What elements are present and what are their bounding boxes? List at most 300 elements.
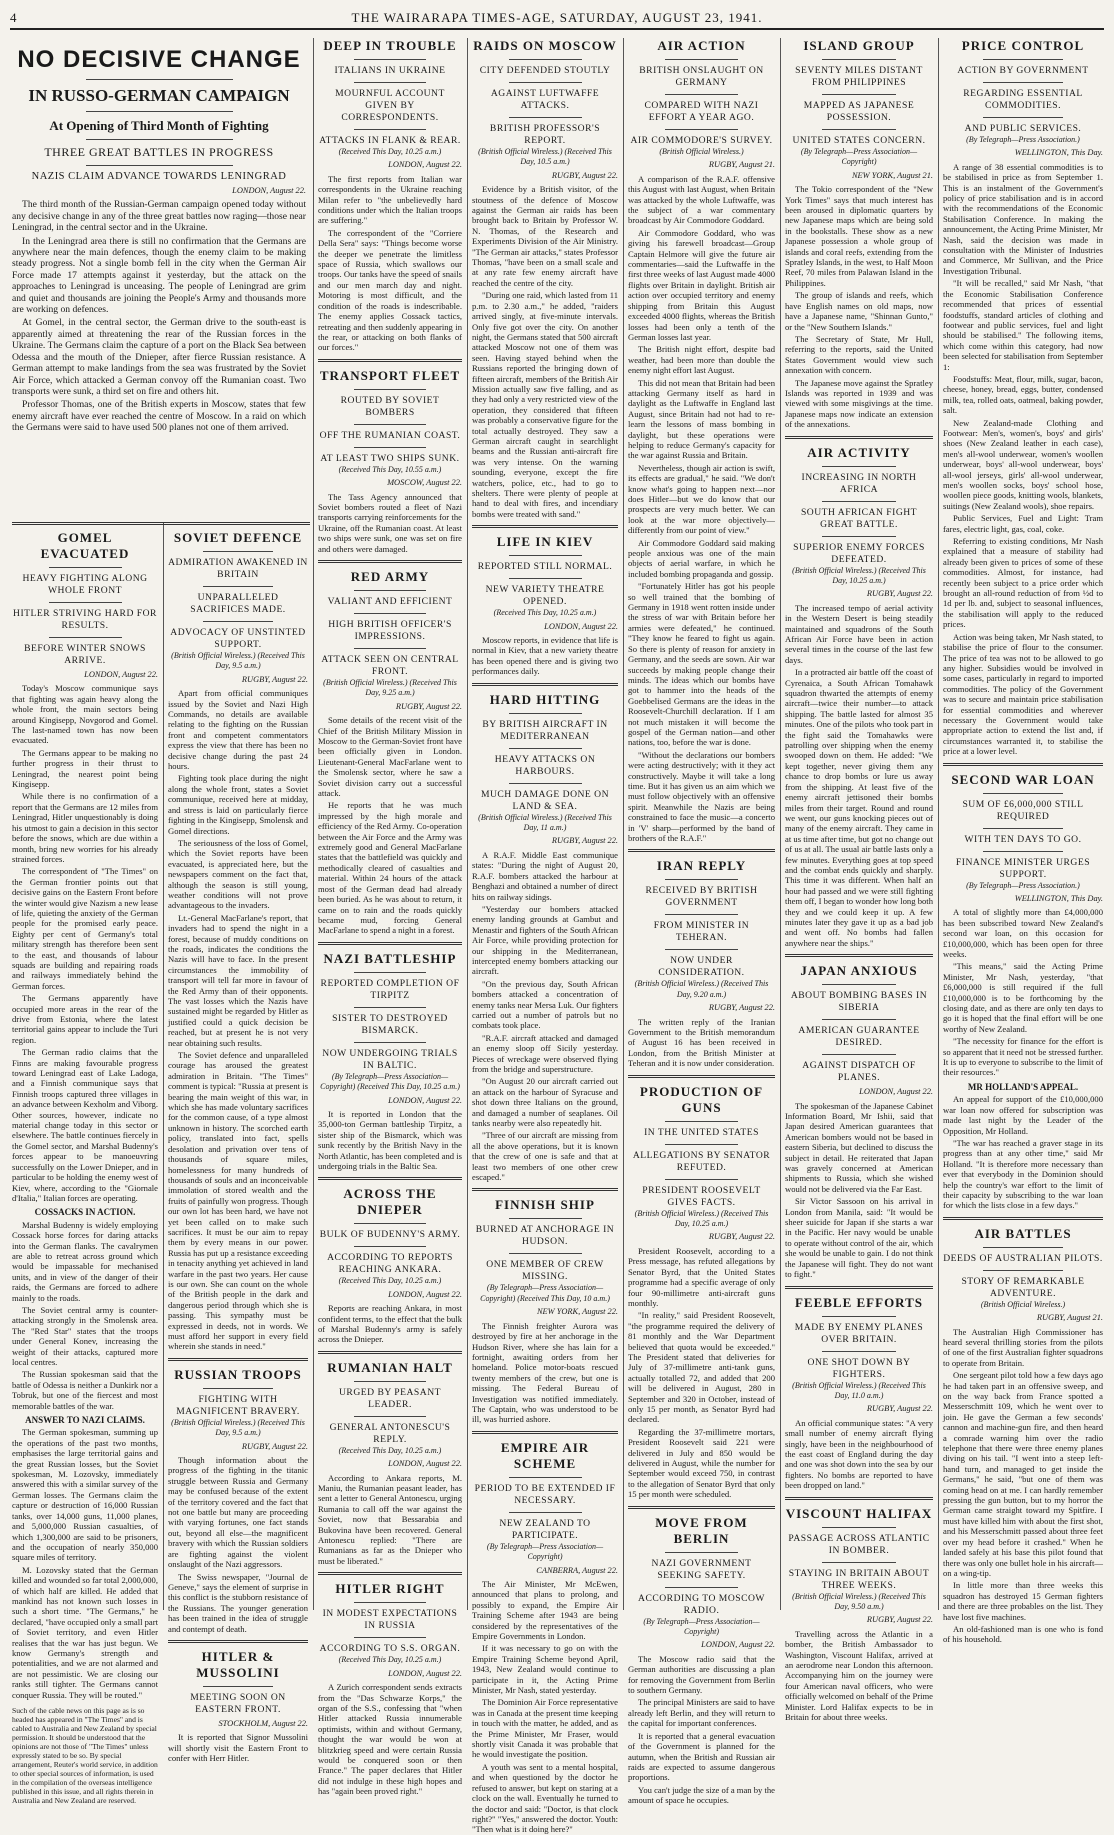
article-paragraph: The Swiss newspaper, "Journal de Geneve," says the element of surprise in this conflict is the stubborn resistance of the Russians. The younger generation has been trained in the idea of struggle and contempt of death. (168, 1571, 308, 1634)
divider (822, 1562, 896, 1563)
article-paragraph: The Russian spokesman said that the battle of Odessa is neither a Dunkirk nor a Tobruk, but one of the fiercest and most memorable battles of the war. (12, 1369, 158, 1411)
article-deck: IN THE UNITED STATES (644, 1126, 759, 1138)
divider (665, 59, 739, 60)
divider (983, 851, 1063, 852)
divider (354, 1381, 426, 1382)
column-rule (623, 38, 624, 1610)
article-paragraph: While there is no confirmation of a report that the Germans are 12 miles from Leningrad, Hitler unquestionably is doing his utmost to gain a decision in this sector before the snows, which are due within a month, bring new worries for his already strained forces. (12, 791, 158, 864)
article-paragraph: Action was being taken, Mr Nash stated, to stabilise the price of flour to the consumer. The price of tea was not to be allowed to go any higher. Subsidies would be involved in some cases, particularly in regard to imported commodities. The policy of the Government was to secure and maintain price stabilisation for essential commodities and wherever necessary the Government would take appropriate action to extend the list and, if circumstances warranted it, to stabilise the price at a lower level. (943, 631, 1103, 757)
article-paragraph: A youth was sent to a mental hospital, and when questioned by the doctor he refused to answer, but kept on staring at a clock on the wall. Eventually he turned to the doctor and said: "Doctor, is that clock right?" "Yes," answered the doctor. Youth: "Then what is it doing here?" (472, 1761, 618, 1835)
divider (785, 436, 933, 439)
divider (822, 1316, 896, 1317)
article-paragraph: You can't judge the size of a man by the amount of space he occupies. (628, 1784, 775, 1806)
divider (354, 1246, 426, 1247)
article-dateline: STOCKHOLM, August 22. (218, 1718, 308, 1728)
article-paragraph: He reports that he was much impressed by the high morale and efficiency of the Red Army. Co-operation between the Air Force and the Army was extremely good and General MacFarlane states that the battlefield was quickly and methodically cleared of casualties and material. Within 24 hours of the attack most of the German dead had already been buried. As he was about to return, it came on to rain and the roads quickly became mud, forcing General MacFarlane to spend a night in a forest. (318, 800, 462, 936)
article-headline: AIR ACTION (657, 38, 746, 53)
article-deck: GENERAL ANTONESCU'S REPLY. (329, 1421, 451, 1445)
divider (628, 1075, 775, 1078)
received-line: (British Official Wireless.) (980, 1299, 1066, 1309)
article-dateline: WELLINGTON, This Day. (1014, 148, 1103, 158)
article-deck: SISTER TO DESTROYED BISMARCK. (332, 1012, 448, 1036)
article-headline: RAIDS ON MOSCOW (473, 38, 617, 53)
article-dateline: RUGBY, August 22. (708, 1003, 775, 1013)
divider (354, 590, 426, 591)
article-dateline: NEW YORK, August 21. (851, 170, 933, 180)
article-paragraph: The increased tempo of aerial activity in the Western Desert is being steadily maintained and squadrons of the South African Air Force have been in action several times in the course of the last few days. (785, 602, 933, 665)
article-paragraph: A range of 38 essential commodities is to be stabilised in price as from September 1. This is an instalment of the Government's policy of price stabilisation and is in accord with the recommendations of the Economic Stabilisation Conference. In making the announcement, the Acting Prime Minister, Mr Nash, said the decision was made in consultation with the Minister of Industries and Commerce, Mr Sullivan, and the Price Investigation Tribunal. (943, 161, 1103, 276)
article-paragraph: "The war has reached a graver stage in its progress than at any other time," said Mr Holland. "It is therefore more necessary than ever that everybody in the Dominion should help the country's war effort to the limit of their capacity by subscribing to the war loan for which the lists close in a few days." (943, 1137, 1103, 1211)
divider (49, 637, 122, 638)
divider (822, 1527, 896, 1528)
divider (509, 783, 582, 784)
divider (665, 1179, 739, 1180)
article-headline: PRICE CONTROL (961, 38, 1085, 53)
article-paragraph: The Germans apparently have occupied more areas in the rear of the drive from Estonia, where the latest territorial gains appear to include the Turi region. (12, 993, 158, 1045)
article-headline: ACROSS THE DNIEPER (343, 1186, 437, 1218)
article-deck: ACCORDING TO MOSCOW RADIO. (638, 1592, 765, 1616)
article-paragraph: The Germans appear to be making no further progress in their thrust to Leningrad, the nearest point being Kingisepp. (12, 747, 158, 790)
article-headline: GOMEL EVACUATED (40, 530, 130, 561)
article-dateline: CANBERRA, August 22. (536, 1565, 618, 1575)
article-paragraph: The Dominion Air Force representative was in Canada at the present time keeping in touch with the matter, he added, and as the Prime Minister, Mr Fraser, would shortly visit Canada it was probable that he would investigate the position. (472, 1697, 618, 1760)
article-subheading: ANSWER TO NAZI CLAIMS. (25, 1415, 145, 1426)
divider (509, 117, 582, 118)
article-deck: WITH TEN DAYS TO GO. (964, 833, 1082, 845)
article-paragraph: The Australian High Commissioner has heard several thrilling stories from the pilots of one of the first Australian fighter squadrons to operate from Britain. (943, 1326, 1103, 1368)
divider (86, 79, 233, 80)
article-paragraph: The group of islands and reefs, which have English names on old maps, now have a Japanese name, "Shinnan Gunto," or the "New Southern Islands." (785, 290, 933, 332)
article-deck: BRITISH ONSLAUGHT ON GERMANY (639, 65, 764, 88)
divider (318, 359, 462, 362)
article-deck: UNITED STATES CONCERN. (792, 135, 926, 146)
article-deck: URGED BY PEASANT LEADER. (339, 1386, 441, 1410)
article-paragraph: The Soviet central army is counter-attacking strongly in the Smolensk area. The "Red Star" states that the troops under General Konev, increasing the weight of their attacks, captured more local centres. (12, 1304, 158, 1367)
article-dateline: LONDON, August 22. (859, 1087, 933, 1097)
lead-paragraph: At Gomel, in the central sector, the German drive to the south-east is apparently aimed at threatening the rear of the Russian forces in the Ukraine. The Germans claim the capture of a port on the Black Sea between Odessa and the mouth of the Dnieper, after fierce Russian resistance. A German attempt to make landings from the sea was frustrated by the Soviet Air Force, which attacked a German convoy off the Rumanian coast. Two transports were sunk, a third set on fire and others hit. (12, 317, 306, 397)
article-headline: JAPAN ANXIOUS (800, 963, 918, 979)
article-paragraph: An appeal for support of the £10,000,000 war loan now offered for subscription was made last night by the Leader of the Opposition, Mr Holland. (943, 1094, 1103, 1136)
article-deck: BEFORE WINTER SNOWS ARRIVE. (24, 643, 146, 666)
article-headline: HITLER & MUSSOLINI (196, 1648, 280, 1680)
received-line: (British Official Wireless.) (Received This Day, 10.25 a.m.) (634, 1208, 769, 1229)
column-5 (628, 38, 775, 1806)
article-dateline: RUGBY, August 22. (241, 1441, 308, 1451)
article-deck: AGAINST LUFTWAFFE ATTACKS. (490, 88, 600, 111)
column-6 (785, 38, 933, 1723)
divider (509, 1253, 582, 1254)
received-line: (Received This Day, 10.55 a.m.) (338, 464, 442, 474)
article-deck: PRESIDENT ROOSEVELT GIVES FACTS. (642, 1184, 761, 1208)
article-headline: AIR BATTLES (974, 1225, 1072, 1241)
article-headline: PRODUCTION OF GUNS (639, 1083, 764, 1115)
article-deck: ROUTED BY SOVIET BOMBERS (340, 394, 440, 418)
article-deck: SEVENTY MILES DISTANT FROM PHILIPPINES (795, 65, 923, 88)
article-paragraph: New Zealand-made Clothing and Footwear: Men's, women's, boys' and girls' shoes (New Zealand leather in each case), men's all-wool underwear, women's woollen underwear, boys' all-wool underwear, boys' all-wool jerseys, girls' all-wool underwear, men's woollen socks, boys' school hose, woollen piece goods, knitting wools, blankets, suitings (New Zealand wools), shoe repairs. (943, 417, 1103, 511)
article-paragraph: In a protracted air battle off the coast of Cyrenaica, a South African Tomahawk squadron thwarted the attempts of enemy aircraft—twice their number—to attack shipping. The battle lasted for almost 35 minutes. One of the pilots who took part in the fight said the Tomahawks were patrolling over shipping when the enemy swooped down on them. He added: "We kept together, never giving them any chance to drop bombs or lure us away from the shipping. At least five of the enemy aircraft jettisoned their bombs miles from their target. Round and round we went, our guns knocking pieces out of many of the enemy aircraft. They came in at us time after time, but got no change out of us at all. The usual air battle lasts only a few minutes. Everything goes at top speed and the combat ends quickly and sharply. This time it was different. When half an hour had passed and we were still fighting them off, I began to wonder how long both they and we could keep it up. A few minutes later they gave it up as a bad job and went off. No bombs had fallen anywhere near the ships." (785, 667, 933, 948)
masthead (10, 6, 1104, 30)
article-deck: BULK OF BUDENNY'S ARMY. (319, 1229, 461, 1241)
article-headline: TRANSPORT FLEET (319, 367, 461, 383)
divider (318, 1177, 462, 1180)
lead-subhead-2: At Opening of Third Month of Fighting (49, 118, 269, 133)
received-line: (By Telegraph—Press Association.) (966, 135, 1080, 144)
divider (628, 849, 775, 852)
article-paragraph: Nevertheless, though air action is swift, its effects are gradual," he said. "We don't know what's going to happen next—nor does Hitler—but we do know that our prospects are very much better. We can look at the war more objectively—differently from our point of view." (628, 462, 775, 536)
article-deck: ADVOCACY OF UNSTINTED SUPPORT. (170, 627, 306, 650)
divider (822, 466, 896, 467)
received-line: (British Official Wireless.) (Received This Day, 11.0 a.m.) (792, 1380, 926, 1400)
received-line: (British Official Wireless.) (Received This Day, 11 a.m.) (478, 812, 612, 833)
divider (354, 972, 426, 973)
divider (354, 447, 426, 448)
article-dateline: RUGBY, August 22. (866, 1404, 933, 1414)
lead-paragraph: Professor Thomas, one of the British experts in Moscow, states that few enemy aircraft have ever reached the centre of Moscow. In a raid on which the Germans were said to have used 500 planes not one of them arrived. (12, 399, 306, 434)
divider (203, 1388, 273, 1389)
article-deck: VALIANT AND EFFICIENT (327, 595, 453, 607)
article-paragraph: Air Commodore Goddard, who was giving his farewell broadcast—Group Captain Helmore will give the future air commentaries—said the Luftwaffe in the first three weeks of last August made 4000 flights over Britain in daylight. British air action over occupied territory and enemy shipping from Britain this August exceeded 4000 flights, whereas the British losses had been only a tenth of the German losses last year. (628, 227, 775, 342)
divider (983, 828, 1063, 829)
article-paragraph: "On August 20 our aircraft carried out an attack on the harbour of Syracuse and shot down three Italians on the ground, and damaged a number of seaplanes. Oil tanks nearby were also repeatedly hit. (472, 1076, 618, 1129)
divider (822, 501, 896, 502)
article-deck: BRITISH PROFESSOR'S REPORT. (489, 123, 601, 146)
article-paragraph: The correspondent of the "Corriere Della Sera" says: "Things become worse the deeper we penetrate the limitless space of Russia, which swallows our troops. Our tanks have the speed of snails and our men march day and night. Motoring is most difficult, and the condition of the roads is indescribable. The enemy applies Cossack tactics, retreating and then suddenly appearing in the rear, or attacking on both flanks of our forces." (318, 227, 462, 353)
article-dateline: RUGBY, August 22. (551, 836, 618, 846)
article-deck: ADMIRATION AWAKENED IN BRITAIN (168, 557, 308, 580)
article-paragraph: Apart from official communiques issued by the Soviet and Nazi High Commands, no details are available relating to the fighting on the Russian front and competent commentators express the view that there has been no decisive change during the past 24 hours. (168, 688, 308, 772)
article-paragraph: The seriousness of the loss of Gomel, which the Soviet reports have been evacuated, is appreciated here, but the newspapers comment on the fact that, although the season is still young, weather conditions will not prove advantageous to the invaders. (168, 837, 308, 911)
article-paragraph: It is reported in London that the 35,000-ton German battleship Tirpitz, a sister ship of the Bismarck, which was sunk recently by the British Navy in the North Atlantic, has been completed and is undergoing trials in the Baltic Sea. (318, 1108, 462, 1171)
article-dateline: WELLINGTON, This Day. (1014, 893, 1103, 903)
article-paragraph: It is reported that Signor Mussolini will shortly visit the Eastern Front to confer with Herr Hitler. (168, 1732, 308, 1764)
article-paragraph: Reports are reaching Ankara, in most confident terms, to the effect that the bulk of Marshal Budenny's army is safely across the Dnieper. (318, 1303, 462, 1345)
divider (665, 879, 739, 880)
divider (203, 586, 273, 587)
article-paragraph: The Air Minister, Mr McEwen, announced that plans to prolong, and possibly to expand, the Empire Air Training Scheme after 1943 are being considered by the representatives of the Empire Governments in London. (472, 1578, 618, 1641)
divider (86, 165, 233, 166)
divider (354, 648, 426, 649)
article-dateline: LONDON, August 22. (388, 1289, 462, 1299)
divider (509, 82, 582, 83)
article-deck: ONE SHOT DOWN BY FIGHTERS. (807, 1356, 911, 1380)
article-paragraph: Today's Moscow communique says that fighting was again heavy along the whole front, the main sectors being around Kingisepp, Novgorod and Gomel. The last-named town has now been evacuated. (12, 683, 158, 746)
article-deck: NEW ZEALAND TO PARTICIPATE. (499, 1517, 591, 1541)
article-deck: COMPARED WITH NAZI EFFORT A YEAR AGO. (644, 100, 759, 123)
received-line: (British Official Wireless.) (Received This Day, 9.5 a.m.) (171, 651, 305, 671)
article-paragraph: The Tokio correspondent of the "New York Times" says that much interest has been aroused in diplomatic quarters by new Japanese maps which are being sold in the bookstalls. These show as a new Japanese possession a whole group of islands and coral reefs, extending from the Spratley Islands, in the west, to Half Moon Reef, 70 miles from Palawan Island in the Philippines. (785, 184, 933, 288)
divider (49, 602, 122, 603)
article-deck: SOUTH AFRICAN FIGHT GREAT BATTLE. (800, 506, 918, 530)
divider (509, 748, 582, 749)
divider (665, 1587, 739, 1588)
article-deck: MEETING SOON ON EASTERN FRONT. (190, 1691, 286, 1715)
article-paragraph: Fighting took place during the night along the whole front, states a Soviet communique, received here at midday, and stress is laid on particularly fierce fighting in the Kingisepp, Smolensk and Gomel directions. (168, 773, 308, 836)
lead-bottom-rule (12, 522, 310, 525)
article-deck: NOW UNDER CONSIDERATION. (658, 955, 745, 979)
divider (665, 1144, 739, 1145)
article-deck: SUM OF £6,000,000 STILL REQUIRED (962, 798, 1084, 822)
article-deck: ATTACKS IN FLANK & REAR. (319, 135, 461, 146)
article-paragraph: "Yesterday our bombers attacked enemy landing grounds at Gambut and Menastir and fighters of the South African Air Force, while providing protection for our shipping in the Mediterranean, intercepted enemy bombers attacking our aircraft. (472, 903, 618, 977)
page-number: 4 (10, 10, 18, 25)
divider (509, 1218, 582, 1219)
divider (785, 1286, 933, 1289)
copyright-note: Such of the cable news on this page as is so headed has appeared in "The Times" and is cabled to Australia and New Zealand by special permission. It should be understood that the opinions are not those of "The Times" unless expressly stated to be so. By special arrangement, Reuter's world service, in addition to other special sources of information, is used in the compilation of the overseas intelligence published in this issue, and all rights therein in Australia and New Zealand are reserved. (12, 1706, 158, 1805)
lead-article (12, 38, 306, 518)
article-deck: FIGHTING WITH MAGNIFICENT BRAVERY. (176, 1393, 300, 1417)
article-paragraph: The first reports from Italian war correspondents in the Ukraine reaching Milan refer to "the unbelievedly hard conditions under which the Italian troops are suffering." (318, 173, 462, 226)
lead-headline: NO DECISIVE CHANGE (17, 46, 301, 73)
article-deck: NEW VARIETY THEATRE OPENED. (485, 584, 605, 608)
article-dateline: LONDON, August 22. (388, 160, 462, 170)
article-deck: FROM MINISTER IN TEHERAN. (653, 920, 750, 944)
article-paragraph: An old-fashioned man is one who is fond of his household. (943, 1623, 1103, 1645)
received-line: (By Telegraph—Press Association—Copyright) (800, 147, 918, 167)
article-deck: PASSAGE ACROSS ATLANTIC IN BOMBER. (788, 1532, 930, 1556)
divider (983, 82, 1063, 83)
article-paragraph: The correspondent of "The Times" on the German frontier points out that decisive gains on the Eastern Front before the winter would give Nazism a new lease of life, quieting the anxiety of the German people for the promised early peace. Eighty per cent of Germany's total military strength has therefore been sent to the east, and thousands of labour squads are building and repairing roads and railways immediately behind the German forces. (12, 866, 158, 991)
column-2 (168, 530, 308, 1764)
article-deck: IN MODEST EXPECTATIONS IN RUSSIA (322, 1608, 458, 1632)
article-headline: SECOND WAR LOAN (951, 771, 1095, 787)
received-line: (Received This Day, 10.25 a.m.) (338, 1655, 442, 1665)
received-line: (British Official Wireless.) (Received This Day, 10.5 a.m.) (478, 147, 612, 167)
received-line: (By Telegraph—Press Association—Copyright) (643, 1616, 760, 1637)
article-headline: FINNISH SHIP (495, 1197, 595, 1213)
divider (509, 713, 582, 714)
received-line: (British Official Wireless.) (Received This Day, 9.50 a.m.) (792, 1591, 926, 1611)
article-deck: NOW UNDERGOING TRIALS IN BALTIC. (322, 1047, 458, 1071)
article-paragraph: "On the previous day, South African bombers attacked a concentration of enemy tanks near Mersa Luk. Our fighters carried out a number of patrols but no combats took place. (472, 978, 618, 1031)
divider (822, 536, 896, 537)
article-paragraph: The German spokesman, summing up the operations of the past two months, emphasises the large territorial gains and the great Russian losses, but the Soviet spokesman, M. Lozovsky, immediately answered this with a similar survey of the German losses. The Germans claim the capture or destruction of 16,000 Russian tanks, over 14,000 guns, 11,000 planes, and 5,000,000 Russian casualties, of which 1,300,000 are said to be prisoners, and the occupation of nearly 350,000 square miles of territory. (12, 1427, 158, 1563)
divider (203, 621, 273, 622)
received-line: (Received This Day, 10.25 a.m.) (493, 608, 597, 618)
article-subheading: COSSACKS IN ACTION. (34, 1207, 136, 1218)
article-paragraph: The Soviet defence and unparalleled courage has aroused the greatest admiration in Britain. "The Times" comment is typical: "Russia at present is bearing the main weight of this war, in which she has made voluntary sacrifices for the common cause, of a type almost unknown in history. The scorched earth policy, translated into fact, spells desolation and privation over tens of thousands of square miles, homelessness for many hundreds of thousands of souls and an inconceivable immolation of stored wealth and the fruits of painfully won progress. Though our own lot has been hard, we have not yet been called on to make such sacrifices. It must be our aim to repay them by every means in our power. Russia has put up a resistance exceeding in tenacity anything yet achieved in land warfare in the past two years. Her cause is our own. She can count on the whole of the British people in the dark and dangerous period through which she is passing. This sympathy must be expressed in deeds, not in words. We must afford her support in every field wherein she stands in need." (168, 1050, 308, 1352)
divider (354, 424, 426, 425)
article-paragraph: Some details of the recent visit of the Chief of the British Military Mission in Moscow to the German-Soviet front have been officially given in London. Lieutenant-General MacFarlane went to the Smolensk sector, where he saw a Soviet division carry out a successful attack. (318, 715, 462, 799)
divider (168, 1358, 308, 1361)
received-line: (By Telegraph—Press Association—Copyright) (Received This Day, 10 a.m.) (480, 1283, 610, 1303)
received-line: (British Official Wireless.) (Received This Day, 10.25 a.m.) (792, 565, 926, 585)
article-dateline: LONDON, August 22. (388, 1668, 462, 1678)
divider (785, 1497, 933, 1500)
column-rule (780, 38, 781, 1610)
article-paragraph: A Zurich correspondent sends extracts from the "Das Schwarze Korps," the organ of the S.S., confessing that "when Hitler attacked Russia innumerable optimists, within and without Germany, thought the war would be won at blitzkrieg speed and were certain Russia would be conquered soon or then France." The paper declares that Hitler did not indulge in these high hopes and has "again been proved right." (318, 1682, 462, 1797)
article-dateline: MOSCOW, August 22. (387, 478, 462, 488)
divider (354, 1223, 426, 1224)
article-deck: ITALIANS IN UKRAINE (334, 65, 446, 76)
divider (665, 129, 739, 130)
article-subheading: MR HOLLAND'S APPEAL. (967, 1081, 1079, 1092)
article-deck: HITLER STRIVING HARD FOR RESULTS. (13, 608, 157, 631)
article-deck: NAZI GOVERNMENT SEEKING SAFETY. (651, 1557, 752, 1581)
received-line: (Received This Day, 10.25 a.m.) (338, 1445, 442, 1455)
article-headline: SOVIET DEFENCE (173, 530, 303, 545)
article-deck: SUPERIOR ENEMY FORCES DEFEATED. (793, 541, 925, 565)
received-line: (British Official Wireless.) (Received This Day, 9.25 a.m.) (323, 677, 457, 698)
article-paragraph: The Moscow radio said that the German authorities are discussing a plan for removing the Government from Berlin to southern Germany. (628, 1653, 775, 1696)
article-paragraph: Marshal Budenny is widely employing Cossack horse forces for daring attacks into the German flanks. The cavalrymen are able to retreat across ground which would be impassable for mechanised units, and in view of the danger of their raids, the Germans are forced to adhere mainly to the roads. (12, 1219, 158, 1303)
divider (354, 1637, 426, 1638)
article-deck: MADE BY ENEMY PLANES OVER BRITAIN. (794, 1321, 924, 1345)
divider (983, 1270, 1063, 1271)
divider (354, 1416, 426, 1417)
divider (203, 551, 273, 552)
article-paragraph: Public Services, Fuel and Light: Tram fares, electric light, gas, coal, coke. (943, 513, 1103, 534)
article-paragraph: An official communique states: "A very small number of enemy aircraft flying singly, have been in the neighbourhood of the east coast of England during the day and one was shot down into the sea by our fighters. No bombs are reported to have been dropped on land." (785, 1417, 933, 1491)
received-line: (British Official Wireless.) (Received This Day, 9.5 a.m.) (171, 1417, 305, 1438)
article-headline: RUSSIAN TROOPS (174, 1366, 302, 1382)
article-deck: OFF THE RUMANIAN COAST. (319, 429, 461, 441)
article-dateline: RUGBY, August 22. (866, 1615, 933, 1625)
lead-paragraph: In the Leningrad area there is still no confirmation that the Germans are anywhere near the main defences, though the enemy claim to be making steady progress. Not a single bomb fell in the city when the German Air Force made 17 attempts against it yesterday, but the attack on the approaches to Leningrad is unceasing. The people of Leningrad are grim and quiet and thousands are joining the People's Army and thousands more are working on defences. (12, 235, 306, 316)
article-paragraph: The principal Ministers are said to have already left Berlin, and they will return to the capital for important conferences. (628, 1697, 775, 1729)
article-headline: EMPIRE AIR SCHEME (500, 1439, 590, 1471)
article-dateline: RUGBY, August 22. (866, 589, 933, 599)
article-deck: CITY DEFENDED STOUTLY (479, 65, 611, 76)
divider (86, 111, 233, 112)
divider (354, 1007, 426, 1008)
article-paragraph: Sir Victor Sassoon on his arrival in London from Manila, said: "It would be sheer suicide for Japan if she starts a war in the Pacific. Her navy would be unable to operate without control of the air, which she would be unable to gain. I do not think the Japanese will fight. They do not want to fight." (785, 1196, 933, 1280)
divider (318, 560, 462, 563)
divider (354, 1602, 426, 1603)
article-paragraph: Lt.-General MacFarlane's report, that invaders had to spend the night in a forest, because of muddy conditions on the roads, indicates the conditions the Nazis will have to face. In the present circumstances the immobility of transport will tell far more in favour of the Red Army than of their opponents. The vast losses which the Nazis have sustained might be regarded by Hitler as justified could a quick decision be reached, but at present he is not very near obtaining such results. (168, 912, 308, 1048)
masthead-title: THE WAIRARAPA TIMES-AGE, SATURDAY, AUGUST 23, 1941. (351, 10, 763, 25)
divider (354, 82, 426, 83)
article-paragraph: The British night effort, despite bad weather, had been more than double the enemy night effort last August. (628, 344, 775, 376)
lead-dateline: LONDON, August 22. (232, 186, 306, 195)
divider (665, 1552, 739, 1553)
article-paragraph: President Roosevelt, according to a Press message, has refuted allegations by Senator Byrd, that the United States programme had a specific average of only four 90-millimetre anti-aircraft guns monthly. (628, 1245, 775, 1308)
article-paragraph: "In reality," said President Roosevelt, "the programme required the delivery of 81 monthly and the War Department believed that quota would be exceeded." The President stated that deliveries for July of 37-millimetre anti-tank guns, actually totalled 72, and added that 200 will be delivered in August, 280 in September and 320 in October, instead of only 15 per month, as Senator Byrd had declared. (628, 1310, 775, 1425)
article-headline: RED ARMY (350, 568, 430, 584)
article-paragraph: "This means," said the Acting Prime Minister, Mr Nash, yesterday, "that £6,000,000 is still required if the full £10,000,000 is to be forthcoming by the closing date, and as there are only ten days to go it is hoped that the final effort will be one worthy of New Zealand. (943, 961, 1103, 1034)
article-paragraph: The Finnish freighter Aurora was destroyed by fire at her anchorage in the Hudson River, where she has lain for a fortnight, awaiting orders from her homeland. Police motor-boats rescued twenty members of the crew, but one is missing. The Federal Bureau of Investigation was notified immediately. The Captain, who was understood to be ill, was hurried ashore. (472, 1320, 618, 1425)
divider (203, 1686, 273, 1687)
article-paragraph: "It will be recalled," said Mr Nash, "that the Economic Stabilisation Conference recommended that prices of essential foodstuffs, standard articles of clothing and footwear and public services, fuel and light should be stabilised." The following items, which come within this category, had now been selected for stabilisation from September 1: (943, 278, 1103, 372)
article-paragraph: "The necessity for finance for the effort is so apparent that it need not be stressed further. It is up to everyone to subscribe to the limit of their resources." (943, 1036, 1103, 1078)
article-paragraph: The Tass Agency announced that Soviet bombers routed a fleet of Nazi transports carrying reinforcements for the Ukraine, off the Rumanian coast. At least two ships were sunk, one was set on fire and others were damaged. (318, 491, 462, 554)
article-paragraph: Travelling across the Atlantic in a bomber, the British Ambassador to Washington, Viscount Halifax, arrived at an aerodrome near London this afternoon. Accompanying him on the journey were four American naval officers, who were officially welcomed on behalf of the Prime Minister. Lord Halifax expects to be in Britain for about three weeks. (785, 1628, 933, 1723)
divider (983, 793, 1063, 794)
divider (665, 1121, 739, 1122)
article-paragraph: A R.A.F. Middle East communique states: "During the night of August 20, R.A.F. bombers attacked the harbour at Benghazi and obtained a number of direct hits on railway sidings. (472, 849, 618, 902)
article-headline: AIR ACTIVITY (807, 444, 911, 460)
column-7 (943, 38, 1103, 1645)
article-dateline: LONDON, August 22. (388, 1095, 462, 1105)
article-deck: BURNED AT ANCHORAGE IN HUDSON. (475, 1224, 615, 1248)
divider (318, 1351, 462, 1354)
article-deck: ALLEGATIONS BY SENATOR REFUTED. (632, 1149, 771, 1173)
article-headline: MOVE FROM BERLIN (655, 1514, 748, 1546)
article-deck: REGARDING ESSENTIAL COMMODITIES. (963, 88, 1083, 111)
article-dateline: NEW YORK, August 22. (536, 1307, 618, 1317)
article-headline: VISCOUNT HALIFAX (785, 1505, 933, 1521)
article-paragraph: One sergeant pilot told how a few days ago he had taken part in an offensive sweep, and on the way back from France spotted a Messerschmitt 109, which he went over to join. He gave the German a few seconds' cannon and machine-gun fire, and then heard a comrade warning him over the radio telephone that there were three enemy planes diving on his tail. "I went into a steep left-hand turn, and managed to get inside the Germans," he said, "but one of them was coming head on at me. I can hardly remember pressing the gun button, but to my horror the German came straight toward my Spitfire. I must have killed him with about the first shot, and his Messerschmitt passed about three feet over my head before it crashed." When he landed safely at his base this pilot found that there was only one bullet hole in his aircraft—on a wing-tip. (943, 1370, 1103, 1578)
article-paragraph: Evidence by a British visitor, of the stoutness of the defence of Moscow against the German air raids has been brought back to Britain by Professor W. N. Thomas, of the Research and Experiments Division of the Air Ministry. "The German air attacks," states Professor Thomas, "have been on a small scale and at any rate few enemy aircraft have reached the centre of the city. (472, 184, 618, 288)
article-dateline: LONDON, August 22. (544, 621, 618, 631)
article-paragraph: Referring to existing conditions, Mr Nash explained that a measure of stability had already been given to prices of some of these commodities. Almost, for instance, had recently been subject to a price order which brought an all-round reduction of from ½d to 1d per lb. and, subject to seasonal influences, the stabilisation will apply to the reduced prices. (943, 536, 1103, 630)
divider (665, 949, 739, 950)
divider (943, 1217, 1103, 1220)
article-paragraph: If it was necessary to go on with the Empire Training Scheme beyond April, 1943, New Zealand would continue to participate in it, the Acting Prime Minister, Mr Nash, stated yesterday. (472, 1643, 618, 1696)
article-deck: STORY OF REMARKABLE ADVENTURE. (961, 1275, 1085, 1299)
divider (168, 1640, 308, 1643)
article-headline: DEEP IN TROUBLE (323, 38, 457, 53)
article-deck: PERIOD TO BE EXTENDED IF NECESSARY. (474, 1482, 616, 1506)
column-rule (938, 38, 939, 1610)
article-headline: FEEBLE EFFORTS (794, 1294, 924, 1310)
article-headline: LIFE IN KIEV (496, 534, 594, 550)
divider (354, 613, 426, 614)
article-paragraph: Though information about the progress of the fighting in the titanic struggle between Russia and Germany may be confused because of the extent of the territory covered and the fact that not one battle but many are proceeding with varying fortunes, one fact stands out, beyond all else—the magnificent bravery with which the Russian soldiers are fighting against the violent onslaught of the Nazi aggressors. (168, 1455, 308, 1570)
article-deck: DEEDS OF AUSTRALIAN PILOTS. (943, 1252, 1103, 1264)
divider (509, 1477, 582, 1478)
received-line: (By Telegraph—Press Association—Copyright) (486, 1541, 604, 1562)
divider (983, 59, 1063, 60)
article-headline: NAZI BATTLESHIP (323, 950, 457, 966)
article-deck: HEAVY ATTACKS ON HARBOURS. (494, 753, 596, 777)
article-deck: AMERICAN GUARANTEE DESIRED. (798, 1025, 920, 1049)
article-paragraph: M. Lozovsky stated that the German killed and wounded so far total 2,000,000, of which half are killed. He added that mankind has not known such losses in such a short time. "The Germans," he declared, "have occupied only a small part of Soviet territory, and even Hitler realises that the war has just begun. We know Germany's strength and potentialities, and we are not alarmed and are not pessimistic. We are closing our ranks still tighter. The Germans cannot conquer Russia. They will be routed." (12, 1564, 158, 1700)
article-headline: HITLER RIGHT (335, 1581, 445, 1597)
divider (822, 1019, 896, 1020)
article-paragraph: The written reply of the Iranian Government to the British memorandum of August 16 has been received in London, from the British Minister at Teheran and it is now under consideration. (628, 1016, 775, 1069)
divider (665, 914, 739, 915)
article-deck: ATTACK SEEN ON CENTRAL FRONT. (321, 653, 459, 677)
article-deck: HEAVY FIGHTING ALONG WHOLE FRONT (22, 573, 148, 596)
column-rule (163, 522, 164, 1610)
article-deck: REPORTED STILL NORMAL. (477, 561, 613, 573)
article-paragraph: Regarding the 37-millimetre mortars, President Roosevelt said 221 were delivered in July and 850 would be delivered in August, while the number for September would exceed 750, in contrast to the allegation of Senator Byrd that only 15 per month were scheduled. (628, 1426, 775, 1500)
article-deck: ABOUT BOMBING BASES IN SIBERIA (790, 990, 928, 1014)
divider (785, 954, 933, 957)
article-dateline: LONDON, August 22. (701, 1640, 775, 1650)
received-line: (British Official Wireless.) (659, 147, 744, 156)
column-1 (12, 530, 158, 1805)
lead-deck-2: NAZIS CLAIM ADVANCE TOWARDS LENINGRAD (31, 171, 287, 182)
article-deck: HIGH BRITISH OFFICER'S IMPRESSIONS. (328, 618, 452, 642)
divider (822, 59, 896, 60)
divider (318, 942, 462, 945)
article-headline: HARD HITTING (489, 691, 601, 707)
article-headline: ISLAND GROUP (803, 38, 915, 53)
article-deck: STAYING IN BRITAIN ABOUT THREE WEEKS. (788, 1567, 930, 1591)
divider (665, 94, 739, 95)
divider (943, 763, 1103, 766)
divider (509, 1512, 582, 1513)
article-paragraph: The German radio claims that the Finns are making favourable progress toward Leningrad east of Lake Ladoga, and a Finnish communique says that Finnish troops captured three villages in an advance between Kexholm and Viborg. Other sources, however, indicate no material change today in this sector or elsewhere. The battle continues fiercely in the Gomel sector, and Marshal Budenny's forces appear to be manoeuvring successfully on the Lower Dnieper, and in particular to be holding the enemy west of Kiev, where, according to the "Giornale d'Italia," Italian forces are operating. (12, 1047, 158, 1203)
divider (509, 59, 582, 60)
divider (354, 129, 426, 130)
article-paragraph: The Japanese move against the Spratley Islands was reported in 1939 and was viewed with some misgivings at the time. Japanese maps now indicate an extension of the annexations. (785, 377, 933, 430)
article-deck: ONE MEMBER OF CREW MISSING. (486, 1259, 604, 1283)
divider (628, 1506, 775, 1509)
article-dateline: RUGBY, August 22. (708, 1232, 775, 1242)
column-3 (318, 38, 462, 1797)
article-paragraph: A comparison of the R.A.F. offensive this August with last August, when Britain was attacked by the whole Luftwaffe, was the subject of a war commentary broadcast by Air Commodore Goddard. (628, 173, 775, 226)
divider (318, 1572, 462, 1575)
article-deck: FINANCE MINISTER URGES SUPPORT. (955, 856, 1091, 880)
lead-paragraph: The third month of the Russian-German campaign opened today without any decisive change in any of the three great battles now raging—those near Leningrad, in the central sector and in the Ukraine. (12, 199, 306, 234)
article-paragraph: "Fortunately Hitler has got his people so well trained that the bombing of Germany in 1918 went rotten inside under the stress of war with Britain before her armies were defeated," he continued. "They know he feared to fight us again. So there is plenty of reason for anxiety in Germany, and the seeds are sown. Air war succeeds by making people change their minds. The ideas which our bombs have got to hammer into the heads of the Goebbelised Germans are the ideas in the Roosevelt-Churchill declaration. If I am not much mistaken it will become the gospel of the German nation—and other nations, too, before the war is done. (628, 581, 775, 748)
divider (472, 1188, 618, 1191)
article-paragraph: "R.A.F. aircraft attacked and damaged an enemy sloop off Sicily yesterday. Pieces of wreckage were observed flying from the bridge and superstructure. (472, 1032, 618, 1074)
article-paragraph: It is reported that a general evacuation of the Government is planned for the autumn, when the British and Russian air raids are expected to assume dangerous proportions. (628, 1730, 775, 1783)
article-paragraph: A total of slightly more than £4,000,000 has been subscribed toward New Zealand's second war loan, on this occasion for £10,000,000, which has been open for three weeks. (943, 907, 1103, 959)
